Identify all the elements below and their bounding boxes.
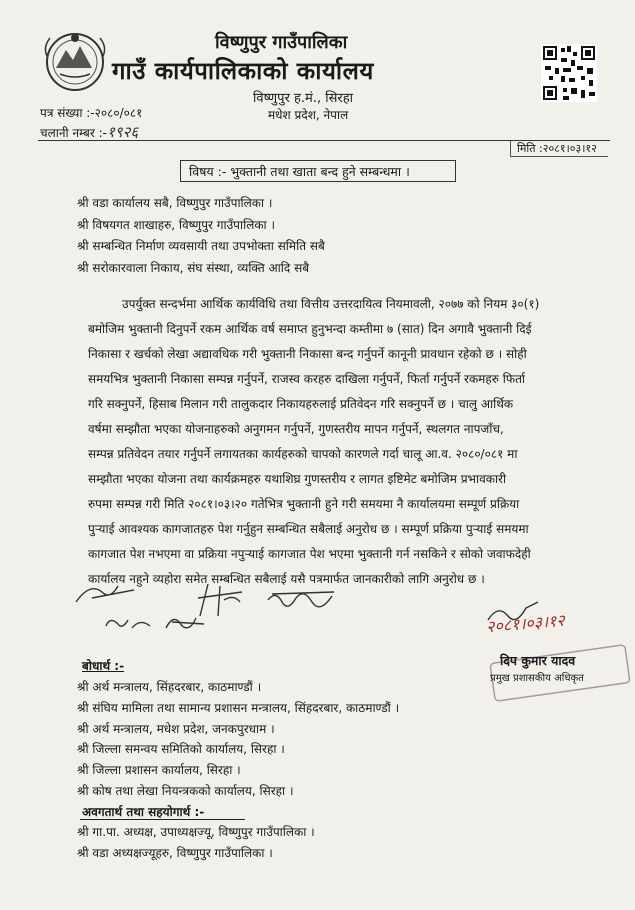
cc-action-item: श्री वडा अध्यक्षज्यूहरु, विष्णुपुर गाउँपालिका । [77,845,273,860]
qr-code-icon [541,44,597,102]
recipient-item: श्री सरोकारवाला निकाय, संघ संस्था, व्यक्ति आदि सबै [77,260,310,275]
handwritten-initial-2 [100,610,160,636]
cc-info-item: श्री जिल्ला प्रशासन कार्यालय, सिरहा । [77,763,241,778]
cc-info-item: श्री जिल्ला समन्वय समितिको कार्यालय, सिरहा । [77,742,285,757]
recipient-item: श्री विषयगत शाखाहरु, विष्णुपुर गाउँपालिका । [77,217,276,232]
body-line: रुपमा सम्पन्न गरी मिति २०८१।०३।२० गतेभित्र भुक्तानी हुने गरी समयमा नै कार्यालयमा सम्पूर्ण प्रक्रिया [88,497,520,511]
subject-line: विषय :- भुक्तानी तथा खाता बन्द हुने सम्बन्धमा । [180,160,456,182]
office-province: मधेश प्रदेश, नेपाल [268,108,349,122]
letter-number-label: पत्र संख्या :- [40,106,95,120]
letter-number-value: २०८०/०८१ [94,106,143,120]
office-name: गाउँ कार्यपालिकाको कार्यालय [112,57,374,85]
body-paragraph [88,292,613,592]
cc-info-item: श्री अर्थ मन्त्रालय, सिंहदरबार, काठमाण्डौं । [77,680,262,694]
signer-title: प्रमुख प्रशासकीय अधिकृत [490,673,584,684]
signer-name: दिप कुमार यादव [500,653,576,668]
body-line: पुऱ्याई आवश्यक कागजातहरु पेश गर्नुहुन सम्बन्धित सबैलाई अनुरोध छ । सम्पूर्ण प्रक्रिया पुऱ्याई समयमा [88,522,529,536]
body-line: उपर्युक्त सन्दर्भमा आर्थिक कार्यविधि तथा वित्तीय उत्तरदायित्व नियमावली, २०७७ को नियम ३०(१) [122,297,540,311]
letter-date [510,141,608,157]
date-label: मिति : [517,142,543,155]
body-line: समयभित्र भुक्तानी निकासा सम्पन्न गर्नुपर्ने, राजस्व करहरु दाखिला गर्नुपर्ने, फिर्ता गर्नुपर्ने रकमहरु फिर्ता [88,372,526,386]
cc-info-item: श्री संघिय मामिला तथा सामान्य प्रशासन मन्त्रालय, सिंहदरबार, काठमाण्डौं । [77,700,400,715]
recipient-item: श्री वडा कार्यालय सबै, विष्णुपुर गाउँपालिका । [77,196,273,210]
cc-info-heading: बोधार्थ :- [82,659,125,673]
dispatch-number-value: १९२६ [106,123,139,141]
cc-action-item: श्री गा.पा. अध्यक्ष, उपाध्यक्षज्यू, विष्णुपुर गाउँपालिका । [77,825,315,839]
cc-action-underline [80,819,245,820]
office-address: विष्णुपुर ह.मं., सिरहा [253,91,353,106]
government-emblem-icon [40,28,110,94]
cc-action-list [77,822,315,864]
municipality-name: विष्णुपुर गाउँपालिका [215,32,348,53]
letter-number [40,104,142,121]
signature-date: २०८१।०३।१२ [485,610,566,637]
body-line: सम्पन्न प्रतिवेदन तयार गर्नुपर्ने लगायतका कार्यहरुको चापको कारणले गर्दा चालू आ.व. २०८०/०८१ मा [88,447,518,461]
handwritten-initial-4 [190,580,250,620]
body-line: वर्षमा सम्झौता भएका योजनाहरुको अनुगमन गर्नुपर्ने, गुणस्तरीय मापन गर्नुपर्ने, स्थलगत नापजाँच, [88,422,504,436]
cc-info-list [77,677,399,802]
dispatch-number [40,122,138,142]
body-line: कार्यालय नहुने व्यहोरा समेत सम्बन्धित सबैलाई यसै पत्रमार्फत जानकारीको लागि अनुरोध छ । [88,572,485,586]
body-line: सम्झौता भएका योजना तथा कार्यक्रमहरु यथाशिघ्र गुणस्तरीय र लागत इष्टिमेट बमोजिम प्रभावकारी [88,472,507,486]
recipient-item: श्री सम्बन्धित निर्माण व्यवसायी तथा उपभोक्ता समिति सबै [77,239,325,253]
date-value: २०८१।०३।१२ [542,142,597,155]
body-line: गरि सक्नुपर्ने, हिसाब मिलान गरी तालुकदार निकायहरुलाई प्रतिवेदन गरि सक्नुपर्ने छ । चालु आर्थिक [88,397,514,411]
recipient-list [77,193,325,279]
body-line: निकासा र खर्चको लेखा अद्यावधिक गरी भुक्तानी निकासा बन्द गर्नुपर्ने कानूनी प्रावधान रहेको छ । सोही [88,347,527,361]
body-line: बमोजिम भुक्तानी दिनुपर्ने रकम आर्थिक वर्ष समाप्त हुनुभन्दा कम्तीमा ७ (सात) दिन अगावै भुक्तानी दिई [88,322,532,336]
cc-info-item: श्री अर्थ मन्त्रालय, मधेश प्रदेश, जनकपुरधाम । [77,721,275,736]
handwritten-initial-5 [262,586,342,620]
cc-action-heading: अवगतार्थ तथा सहयोगार्थ :- [82,805,205,819]
dispatch-number-label: चलानी नम्बर :- [40,126,107,140]
body-line: कागजात पेश नभएमा वा प्रक्रिया नपुऱ्याई कागजात पेश भएमा भुक्तानी गर्न नसकिने र सोको जवाफदेही [88,547,531,561]
cc-info-item: श्री कोष तथा लेखा नियन्त्रकको कार्यालय, सिरहा । [77,783,294,798]
handwritten-initial-1 [72,578,142,608]
